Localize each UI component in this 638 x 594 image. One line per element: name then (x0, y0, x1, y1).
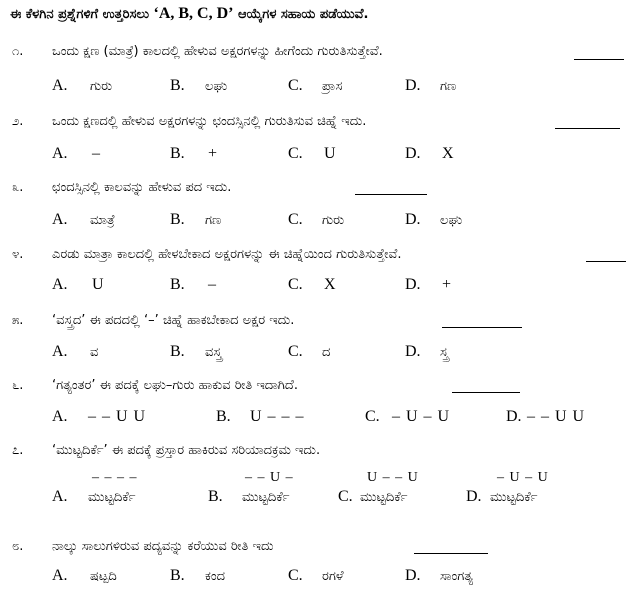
option-label: B. (170, 343, 185, 360)
question-number: ೧. (12, 44, 24, 59)
question-text: ಒಂದು ಕ್ಷಣ (ಮಾತ್ರೆ) ಕಾಲದಲ್ಲಿ ಹೇಳುವ ಅಕ್ಷರಗಳನ್ನು ಹೀಗೆಂದು ಗುರುತಿಸುತ್ತೇವೆ. (52, 44, 383, 59)
prosody-marks: – – U – (245, 470, 294, 485)
option-value: ಕಂದ (205, 569, 226, 584)
question-text: ‘ಮುಟ್ಟದಿರ್ಕೆ’ ಈ ಪದಕ್ಕೆ ಪ್ರಸ್ತಾರ ಹಾಕಿರುವ ಸರಿಯಾದಕ್ರಮ ಇದು. (52, 443, 321, 458)
answer-blank (555, 116, 620, 129)
option-label: B. (216, 408, 231, 425)
answer-blank (586, 249, 626, 262)
option-value: ಗುರು (322, 213, 345, 228)
option-label: A. (52, 77, 68, 94)
question-text: ಛಂದಸ್ಸಿನಲ್ಲಿ ಕಾಲವನ್ನು ಹೇಳುವ ಪದ ಇದು. (52, 180, 232, 195)
header-prefix: ಈ ಕೆಳಗಿನ ಪ್ರಶ್ನೆಗಳಿಗೆ ಉತ್ತರಿಸಲು (10, 7, 154, 22)
option-label: D. (405, 211, 421, 228)
option-value: ದ (322, 345, 331, 360)
option-label: C. (288, 77, 303, 94)
question-number: ೭. (12, 443, 24, 458)
option-label: D. (405, 145, 421, 162)
question-text: ನಾಲ್ಕು ಸಾಲುಗಳಿರುವ ಪದ್ಯವನ್ನು ಕರೆಯುವ ರೀತಿ ಇದು (52, 539, 274, 554)
option-label: A. (52, 343, 68, 360)
option-value: – – U U (527, 408, 586, 425)
option-value: ಷಟ್ಪದಿ (90, 569, 117, 584)
option-value: – U – U (392, 408, 451, 425)
option-label: B. (170, 211, 185, 228)
option-value: ಮುಟ್ಟದಿರ್ಕೆ (88, 490, 136, 505)
option-label: C. (288, 211, 303, 228)
option-value: ವಸ್ತ್ರ (205, 345, 222, 360)
answer-blank (355, 182, 427, 195)
answer-blank (442, 315, 522, 328)
header-suffix: ಆಯ್ಕೆಗಳ ಸಹಾಯ ಪಡೆಯುವೆ. (233, 7, 369, 22)
question-text: ‘ವಸ್ತ್ರದ’ ಈ ಪದದಲ್ಲಿ ‘–’ ಚಿಹ್ನೆ ಹಾಕಬೇಕಾದ ಅಕ್ಷರ ಇದು. (52, 313, 295, 328)
answer-blank (574, 47, 624, 60)
option-value: + (208, 145, 218, 162)
option-value: + (442, 276, 452, 293)
question-number: ೨. (12, 114, 24, 129)
option-label: B. (170, 77, 185, 94)
option-value: U (324, 145, 336, 162)
option-value: ಗುರು (90, 79, 113, 94)
option-value: ಗಣ (440, 79, 457, 94)
option-value: X (442, 145, 454, 162)
option-value: X (324, 276, 336, 293)
prosody-marks: – – – – (92, 470, 138, 485)
option-label: C. (338, 488, 353, 505)
question-number: ೩. (12, 180, 24, 195)
question-text: ‘ಗತ್ಯಂತರ’ ಈ ಪದಕ್ಕೆ ಲಘು–ಗುರು ಹಾಕುವ ರೀತಿ ಇದಾಗಿದೆ. (52, 378, 298, 393)
option-value: U (92, 276, 104, 293)
prosody-marks: – U – U (497, 470, 549, 485)
option-label: C. (288, 276, 303, 293)
option-value: – (208, 276, 216, 293)
option-label: C. (288, 343, 303, 360)
option-label: D. (405, 276, 421, 293)
option-value: ಗಣ (205, 213, 222, 228)
question-number: ೬. (12, 378, 24, 393)
option-label: D. (466, 488, 482, 505)
option-value: U – – – (250, 408, 305, 425)
option-label: A. (52, 211, 68, 228)
option-label: A. (52, 145, 68, 162)
option-label: C. (365, 408, 380, 425)
answer-blank (414, 541, 488, 554)
option-value: ಮಾತ್ರೆ (90, 213, 115, 228)
option-label: D. (506, 408, 522, 425)
option-label: A. (52, 276, 68, 293)
question-text: ಒಂದು ಕ್ಷಣದಲ್ಲಿ ಹೇಳುವ ಅಕ್ಷರಗಳನ್ನು ಛಂದಸ್ಸಿನಲ್ಲಿ ಗುರುತಿಸುವ ಚಿಹ್ನೆ ಇದು. (52, 114, 367, 129)
option-label: A. (52, 488, 68, 505)
option-label: B. (170, 145, 185, 162)
option-value: ಸ್ತ್ರ (440, 345, 449, 360)
option-value: – – U U (88, 408, 147, 425)
option-label: D. (405, 567, 421, 584)
question-number: ೪. (12, 247, 24, 262)
option-label: D. (405, 77, 421, 94)
option-value: ಮುಟ್ಟದಿರ್ಕೆ (360, 490, 408, 505)
option-label: C. (288, 567, 303, 584)
option-value: ವ (90, 345, 99, 360)
option-label: A. (52, 567, 68, 584)
option-label: C. (288, 145, 303, 162)
question-number: ೫. (12, 313, 24, 328)
option-label: B. (170, 276, 185, 293)
question-text: ಎರಡು ಮಾತ್ರಾ ಕಾಲದಲ್ಲಿ ಹೇಳಬೇಕಾದ ಅಕ್ಷರಗಳನ್ನು ಈ ಚಿಹ್ನೆಯಿಂದ ಗುರುತಿಸುತ್ತೇವೆ. (52, 247, 402, 262)
option-value: ಲಘು (205, 79, 228, 94)
option-value: ಮುಟ್ಟದಿರ್ಕೆ (242, 490, 290, 505)
option-value: ಸಾಂಗತ್ಯ (440, 569, 473, 584)
option-label: D. (405, 343, 421, 360)
prosody-marks: U – – U (367, 470, 419, 485)
option-value: ಮುಟ್ಟದಿರ್ಕೆ (490, 490, 538, 505)
option-label: A. (52, 408, 68, 425)
answer-blank (452, 380, 520, 393)
option-label: B. (208, 488, 223, 505)
header-letters: ‘A, B, C, D’ (153, 5, 234, 22)
option-label: B. (170, 567, 185, 584)
question-number: ೮. (12, 539, 24, 554)
instructions-header (10, 5, 368, 23)
option-value: ರಗಳೆ (322, 569, 344, 584)
option-value: ಲಘು (440, 213, 463, 228)
option-value: ಪ್ರಾಸ (322, 79, 343, 94)
option-value: – (92, 145, 100, 162)
